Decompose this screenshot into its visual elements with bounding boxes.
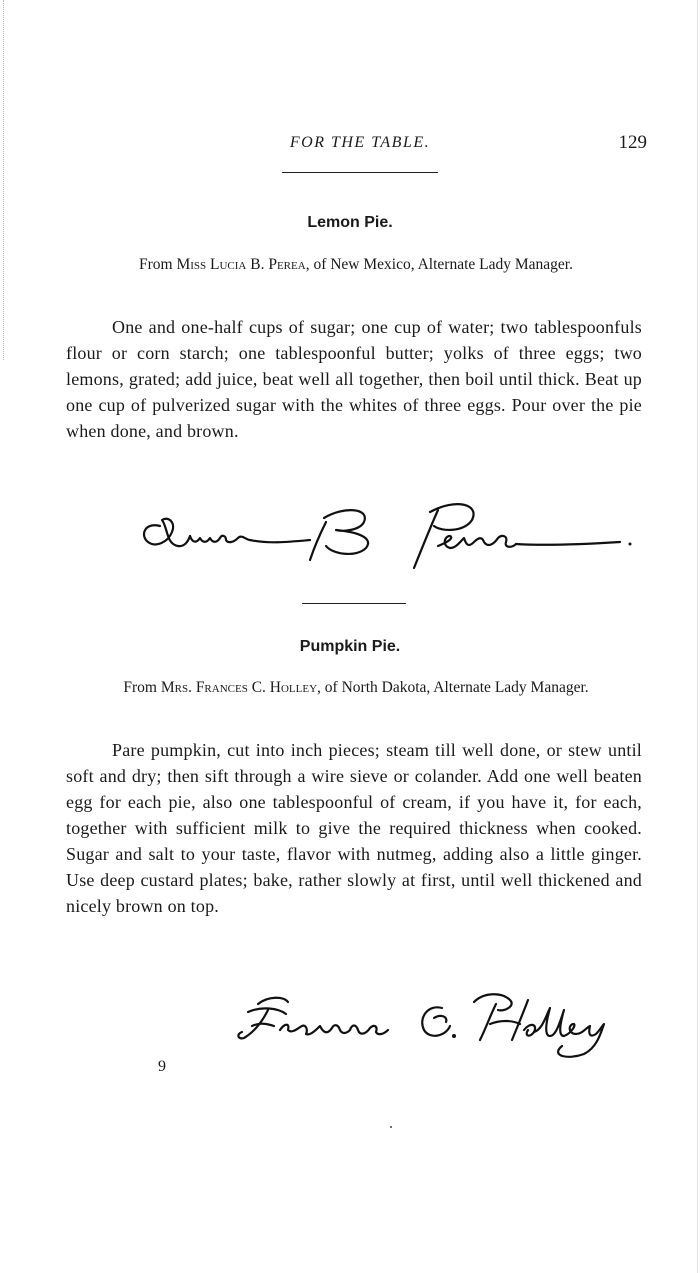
recipe-contributor-lemon-pie: [78, 254, 634, 275]
page-right-edge: [697, 0, 698, 1273]
contributor-name: Mrs. Frances C. Holley: [160, 679, 318, 696]
recipe-body-lemon-pie: [66, 314, 642, 444]
recipe-title-lemon-pie: Lemon Pie.: [307, 214, 393, 231]
from-prefix: From: [123, 679, 157, 696]
signature-frances-holley: [228, 982, 638, 1062]
section-divider: [302, 603, 406, 604]
signature-mark: 9: [158, 1058, 166, 1075]
recipe-title-pumpkin-pie: Pumpkin Pie.: [299, 638, 401, 655]
recipe-paragraph: Pare pumpkin, cut into inch pieces; steam till well done, or stew until soft and dry; then sift through a wire sieve or colander. Add one well beaten egg for each pie, also one tablespoonful of cream, if you have it, for each, together with sufficient milk to give the required thickness when cooked. Sugar and salt to your taste, flavor with nutmeg, adding also a little ginger. Use deep custard plates; bake, rather slowly at first, until well thickened and nicely brown on top.: [66, 740, 642, 916]
recipe-contributor-pumpkin-pie: [78, 677, 634, 698]
signature-lucia-perea: [138, 492, 638, 572]
recipe-paragraph: One and one-half cups of sugar; one cup of water; two tablespoonfuls flour or corn starch; one tablespoonful butter; yolks of three eggs; two lemons, grated; add juice, beat well all together, then boil until thick. Beat up one cup of pulverized sugar with the whites of three eggs. Pour over the pie when done, and brown.: [66, 317, 642, 441]
from-prefix: From: [139, 256, 173, 273]
running-title: FOR THE TABLE.: [289, 134, 431, 151]
contributor-details: , of North Dakota, Alternate Lady Manager.: [317, 679, 589, 696]
recipe-body-pumpkin-pie: [66, 737, 642, 919]
page-number: 129: [618, 132, 647, 153]
page-edge-marks: [3, 0, 10, 360]
header-rule: [282, 172, 438, 173]
contributor-name: Miss Lucia B. Perea: [176, 256, 306, 273]
paper-speck: [390, 1126, 392, 1128]
contributor-details: , of New Mexico, Alternate Lady Manager.: [305, 256, 573, 273]
